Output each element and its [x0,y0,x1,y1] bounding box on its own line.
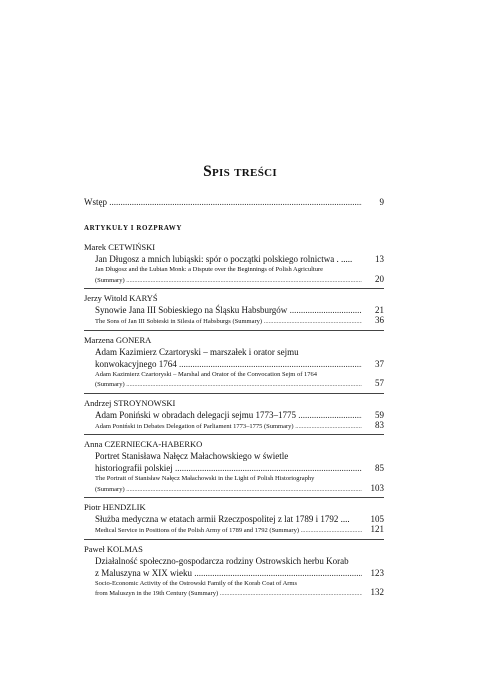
toc-entry-summary-line [84,525,384,536]
toc-line-page: 37 [375,358,384,369]
toc-line-page: 83 [375,419,384,430]
toc-entry-summary-line [84,265,384,275]
toc-entry [84,334,384,394]
toc-entry-summary-line [84,275,384,286]
toc-entry-summary-line [84,588,384,599]
toc-line-text: (Summary) ..... [95,276,362,286]
toc-entry-title-line [84,304,384,316]
toc-entry-summary-line [84,484,384,495]
toc-entry-author: Andrzej STROYNOWSKI [84,397,176,408]
toc-line-text: Jan Długosz a mnich lubiąski: spór o początki polskiego rolnictwa . ..... [95,254,353,264]
section-heading: ARTYKUŁY I ROZPRAWY [84,224,183,232]
toc-entry-summary-line [84,316,384,327]
toc-entry-summary-line [84,379,384,390]
toc-entry-summary-line [84,421,384,432]
toc-entry-summary-line [84,579,384,589]
toc-line-page: 123 [370,567,384,578]
toc-line-page: 132 [370,587,384,597]
toc-line-page: 20 [375,273,384,284]
toc-entry [84,438,384,498]
toc-line-text: Działalność społeczno-gospodarcza rodziny Ostrowskich herbu Korab [95,555,349,566]
toc-line-page: 36 [375,315,384,325]
toc-entry [84,241,384,289]
toc-line-text: historiografii polskiej ..... [95,462,362,474]
toc-entry-author: Jerzy Witold KARYŚ [84,293,158,303]
toc-intro-row [84,196,384,208]
toc-entry-author: Anna CZERNIECKA-HABERKO [84,439,203,449]
toc-line-page: 103 [370,482,384,493]
toc-line-text: (Summary) ..... [95,485,362,495]
toc-entry-title-line [84,346,384,358]
toc-entry-title-line [84,567,384,579]
toc-line-page: 57 [375,378,384,388]
toc-entry-title-line [84,450,384,462]
toc-entry-title-line [84,513,384,525]
toc-entry [84,292,384,331]
toc-line-text: Adam Kazimierz Czartoryski – marszałek i orator sejmu [95,346,299,357]
table-of-contents [84,196,384,605]
toc-line-text: Adam Kazimierz Czartoryski – Marshal and Orator of the Convocation Sejm of 1764 [95,370,318,378]
toc-line-text: Adam Poniński in Debates Delegation of Parliament 1773–1775 (Summary) ..... [95,422,362,432]
toc-line-text: Synowie Jana III Sobieskiego na Śląsku Habsburgów ..... [95,304,362,316]
toc-entry-author: Paweł KOLMAS [84,543,143,554]
page-title: Spis treści [203,163,277,180]
toc-entry-author: Piotr HENDZLIK [84,502,146,512]
toc-line-page: 105 [370,514,384,524]
toc-entry-title-line [84,462,384,474]
toc-line-text: (Summary) ..... [95,380,362,390]
toc-line-text: Adam Poniński w obradach delegacji sejmu 1773–1775 ..... [95,409,362,421]
toc-line-page: 85 [375,463,384,473]
toc-line-text: Portret Stanisława Nałęcz Małachowskiego w świetle [95,451,289,461]
toc-line-text: The Sons of Jan III Sobieski in Silesia of Habsburgs (Summary) ..... [95,317,362,327]
toc-entry [84,543,384,602]
toc-entries [84,241,384,602]
toc-line-text: Jan Długosz and the Lubian Monk: a Dispute over the Beginnings of Polish Agriculture [95,266,324,273]
toc-line-text: from Maluszyn in the 19th Century (Summary) ..... [95,589,362,599]
toc-entry [84,501,384,540]
toc-line-text: Służba medyczna w etatach armii Rzeczpospolitej z lat 1789 i 1792 .... [95,514,350,524]
toc-entry-title-line [84,358,384,370]
toc-entry-title-line [84,555,384,567]
toc-entry-summary-line [84,474,384,484]
toc-line-text: The Portrait of Stanisław Nałęcz Małachowski in the Light of Polish Historiography [95,475,315,482]
toc-line-text: Medical Service in Positions of the Polish Army of 1789 and 1792 (Summary) ..... [95,526,362,536]
toc-intro-page: 9 [379,197,384,207]
toc-entry-author: Marek CETWIŃSKI [84,242,156,252]
toc-line-page: 59 [375,409,384,420]
toc-line-text: z Maluszyna w XIX wieku ..... [95,567,362,579]
toc-line-page: 21 [375,305,384,315]
toc-line-page: 13 [375,254,384,264]
toc-line-page: 121 [370,524,384,534]
toc-entry-title-line [84,253,384,265]
toc-line-text: Socio-Economic Activity of the Ostrowski Family of the Korab Coat of Arms [95,579,298,587]
toc-entry-summary-line [84,370,384,380]
toc-intro-label: Wstęp ..... [84,196,362,208]
toc-entry-title-line [84,409,384,421]
toc-line-text: konwokacyjnego 1764 ..... [95,358,362,370]
toc-entry-author: Marzena GONERA [84,334,152,345]
toc-entry [84,397,384,436]
